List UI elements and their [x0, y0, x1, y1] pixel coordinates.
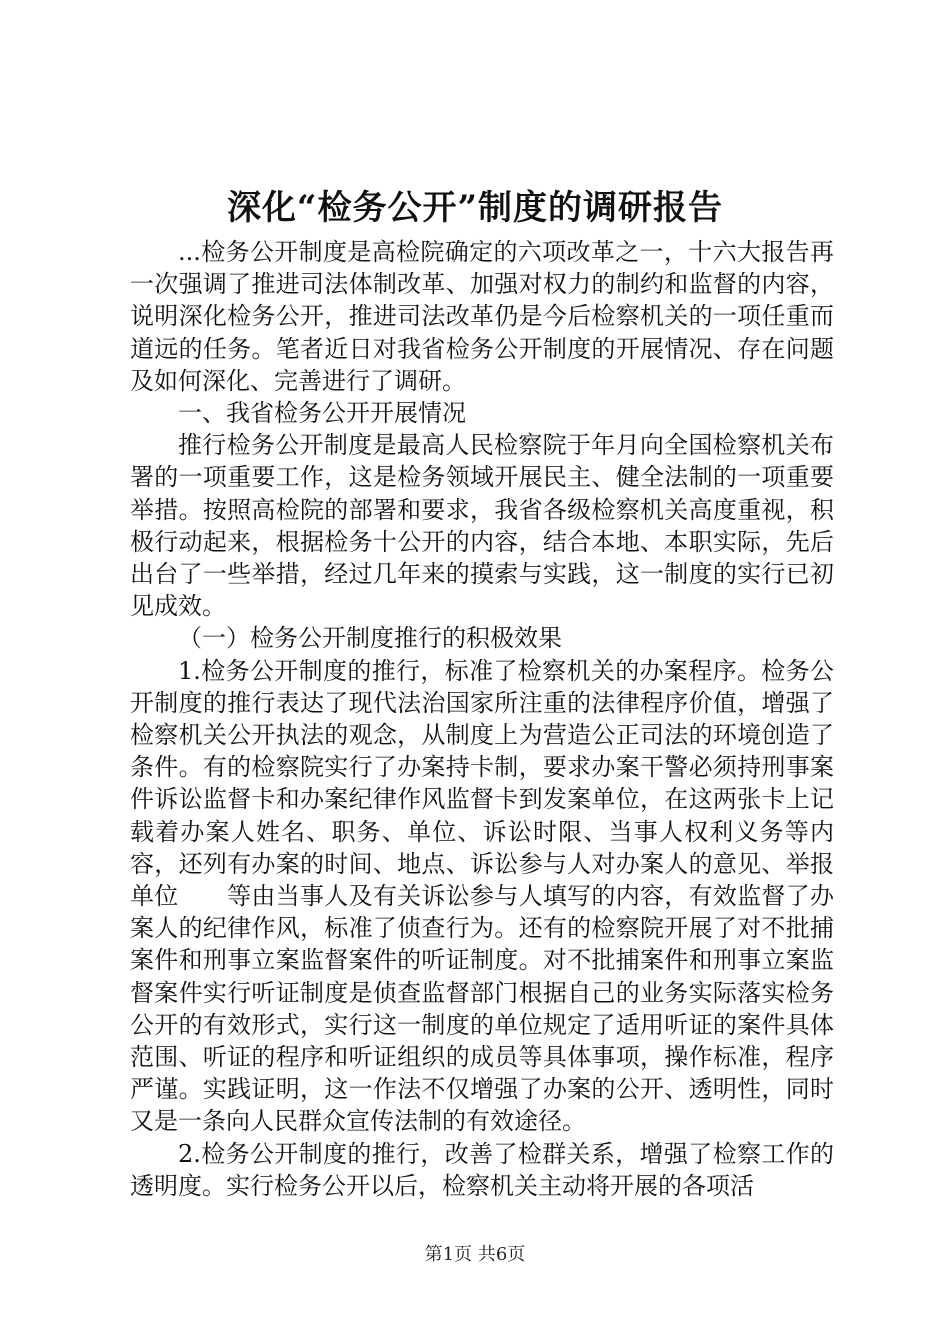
document-body	[130, 236, 834, 1202]
body-paragraph: 推行检务公开制度是最高人民检察院于年月向全国检察机关布署的一项重要工作，这是检务领域开展民主、健全法制的一项重要举措。按照高检院的部署和要求，我省各级检察机关高度重视，积极行动起来，根据检务十公开的内容，结合本地、本职实际，先后出台了一些举措，经过几年来的摸索与实践，这一制度的实行已初见成效。	[130, 431, 834, 621]
subsection-heading-1: （一）检务公开制度推行的积极效果	[178, 624, 562, 653]
body-paragraph: 2.检务公开制度的推行，改善了检群关系，增强了检察工作的透明度。实行检务公开以后，检察机关主动将开展的各项活	[130, 1139, 834, 1200]
document-title: 深化“检务公开”制度的调研报告	[226, 188, 724, 228]
section-heading-1: 一、我省检务公开开展情况	[178, 399, 466, 428]
body-paragraph: 1.检务公开制度的推行，标准了检察机关的办案程序。检务公开制度的推行表达了现代法治国家所注重的法律程序价值，增强了检察机关公开执法的观念，从制度上为营造公正司法的环境创造了条件。有的检察院实行了办案持卡制，要求办案干警必须持刑事案件诉讼监督卡和办案纪律作风监督卡到发案单位，在这两张卡上记载着办案人姓名、职务、单位、诉讼时限、当事人权利义务等内容，还列有办案的时间、地点、诉讼参与人对办案人的意见、举报单位 等由当事人及有关诉讼参与人填写的内容，有效监督了办案人的纪律作风，标准了侦查行为。还有的检察院开展了对不批捕案件和刑事立案监督案件的听证制度。对不批捕案件和刑事立案监督案件实行听证制度是侦查监督部门根据自己的业务实际落实检务公开的有效形式，实行这一制度的单位规定了适用听证的案件具体范围、听证的程序和听证组织的成员等具体事项，操作标准，程序严谨。实践证明，这一作法不仅增强了办案的公开、透明性，同时又是一条向人民群众宣传法制的有效途径。	[130, 656, 834, 1136]
page-footer: 第1页 共6页	[424, 1244, 526, 1265]
intro-paragraph: ...检务公开制度是高检院确定的六项改革之一，十六大报告再一次强调了推进司法体制改革、加强对权力的制约和监督的内容，说明深化检务公开，推进司法改革仍是今后检察机关的一项任重而道远的任务。笔者近日对我省检务公开制度的开展情况、存在问题及如何深化、完善进行了调研。	[130, 238, 834, 395]
